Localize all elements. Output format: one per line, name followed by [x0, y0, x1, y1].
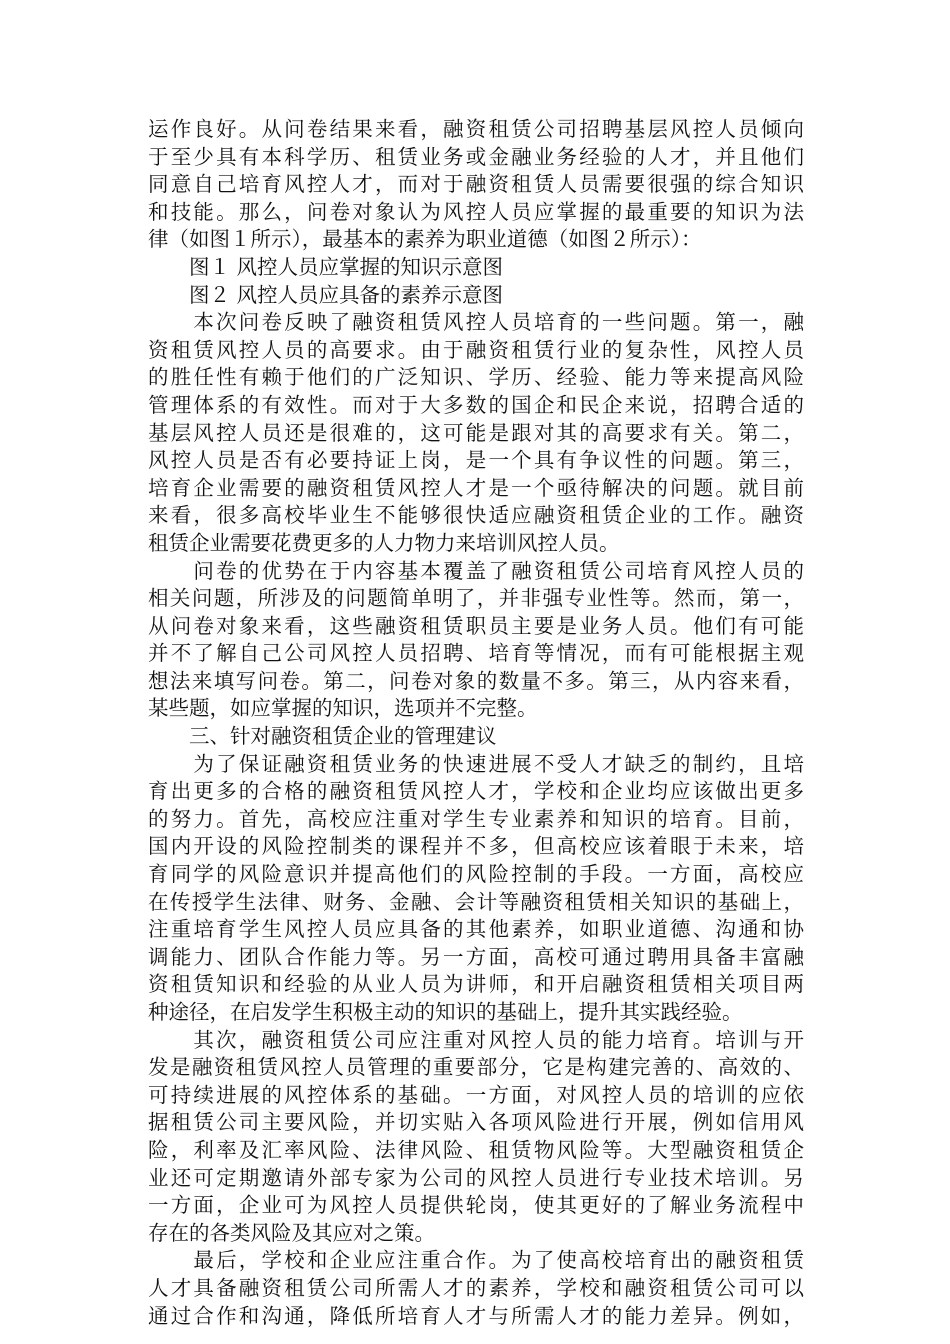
text-line: 来看，很多高校毕业生不能够很快适应融资租赁企业的工作。融资 [148, 503, 804, 528]
text-line: 险，利率及汇率风险、法律风险、租赁物风险等。大型融资租赁企 [148, 1137, 804, 1162]
text-line: 据租赁公司主要风险，并切实贴入各项风险进行开展，例如信用风 [148, 1110, 804, 1135]
text-line: 管理体系的有效性。而对于大多数的国企和民企来说，招聘合适的 [148, 392, 804, 417]
text-line: 业还可定期邀请外部专家为公司的风控人员进行专业技术培训。另 [148, 1165, 804, 1190]
text-line: 国内开设的风险控制类的课程并不多，但高校应该着眼于未来，培 [148, 834, 804, 859]
text-line: 资租赁风控人员的高要求。由于融资租赁行业的复杂性，风控人员 [148, 337, 804, 362]
text-line: 三、针对融资租赁企业的管理建议 [148, 724, 497, 749]
text-line: 租赁企业需要花费更多的人力物力来培训风控人员。 [148, 530, 620, 555]
text-line: 注重培育学生风控人员应具备的其他素养，如职业道德、沟通和协 [148, 917, 804, 942]
text-line: 从问卷对象来看，这些融资租赁职员主要是业务人员。他们有可能 [148, 613, 804, 638]
document-page [148, 116, 804, 1330]
text-line: 想法来填写问卷。第二，问卷对象的数量不多。第三，从内容来看， [148, 668, 804, 693]
text-line: 为了保证融资租赁业务的快速进展不受人才缺乏的制约，且培 [148, 751, 804, 776]
text-line: 育同学的风险意识并提高他们的风险控制的手段。一方面，高校应 [148, 862, 804, 887]
text-line: 相关问题，所涉及的问题简单明了，并非强专业性等。然而，第一， [148, 586, 804, 611]
text-line: 于至少具有本科学历、租赁业务或金融业务经验的人才，并且他们 [148, 144, 804, 169]
text-line: 人才具备融资租赁公司所需人才的素养，学校和融资租赁公司可以 [148, 1275, 804, 1300]
text-line: 种途径，在启发学生积极主动的知识的基础上，提升其实践经验。 [148, 1000, 743, 1024]
text-line: 基层风控人员还是很难的，这可能是跟对其的高要求有关。第二， [148, 420, 804, 445]
text-line: 并不了解自己公司风控人员招聘、培育等情况，而有可能根据主观 [148, 641, 804, 666]
text-line: 的努力。首先，高校应注重对学生专业素养和知识的培育。目前， [148, 806, 804, 831]
text-line: 某些题，如应掌握的知识，选项并不完整。 [148, 696, 538, 721]
text-line: 可持续进展的风控体系的基础。一方面，对风控人员的培训的应依 [148, 1082, 804, 1107]
text-line: 调能力、团队合作能力等。另一方面，高校可通过聘用具备丰富融 [148, 944, 804, 969]
text-line: 育出更多的合格的融资租赁风控人才，学校和企业均应该做出更多 [148, 779, 804, 804]
text-line: 在传授学生法律、财务、金融、会计等融资租赁相关知识的基础上， [148, 889, 804, 914]
text-line: 发是融资租赁风控人员管理的重要部分，它是构建完善的、高效的、 [148, 1055, 804, 1080]
text-line: 一方面，企业可为风控人员提供轮岗，使其更好的了解业务流程中 [148, 1193, 804, 1218]
text-line: 风控人员是否有必要持证上岗，是一个具有争议性的问题。第三， [148, 448, 804, 473]
text-line: 最后，学校和企业应注重合作。为了使高校培育出的融资租赁 [148, 1248, 804, 1273]
text-line: 图２ 风控人员应具备的素养示意图 [148, 282, 504, 307]
text-line: 其次，融资租赁公司应注重对风控人员的能力培育。培训与开 [148, 1027, 804, 1052]
text-line: 运作良好。从问卷结果来看，融资租赁公司招聘基层风控人员倾向 [148, 117, 804, 141]
text-line: 培育企业需要的融资租赁风控人才是一个亟待解决的问题。就目前 [148, 475, 804, 500]
text-line: 通过合作和沟通，降低所培育人才与所需人才的能力差异。例如， [148, 1303, 804, 1328]
text-line: 问卷的优势在于内容基本覆盖了融资租赁公司培育风控人员的 [148, 558, 804, 583]
text-line: 和技能。那么，问卷对象认为风控人员应掌握的最重要的知识为法 [148, 199, 804, 224]
text-line: 图１ 风控人员应掌握的知识示意图 [148, 254, 504, 279]
text-line: 本次问卷反映了融资租赁风控人员培育的一些问题。第一，融 [148, 310, 804, 335]
text-line: 的胜任性有赖于他们的广泛知识、学历、经验、能力等来提高风险 [148, 365, 804, 390]
text-line: 律（如图１所示），最基本的素养为职业道德（如图２所示）： [148, 227, 702, 252]
text-line: 同意自己培育风控人才，而对于融资租赁人员需要很强的综合知识 [148, 172, 804, 197]
text-line: 存在的各类风险及其应对之策。 [148, 1220, 435, 1245]
text-line: 资租赁知识和经验的从业人员为讲师，和开启融资租赁相关项目两 [148, 972, 804, 997]
